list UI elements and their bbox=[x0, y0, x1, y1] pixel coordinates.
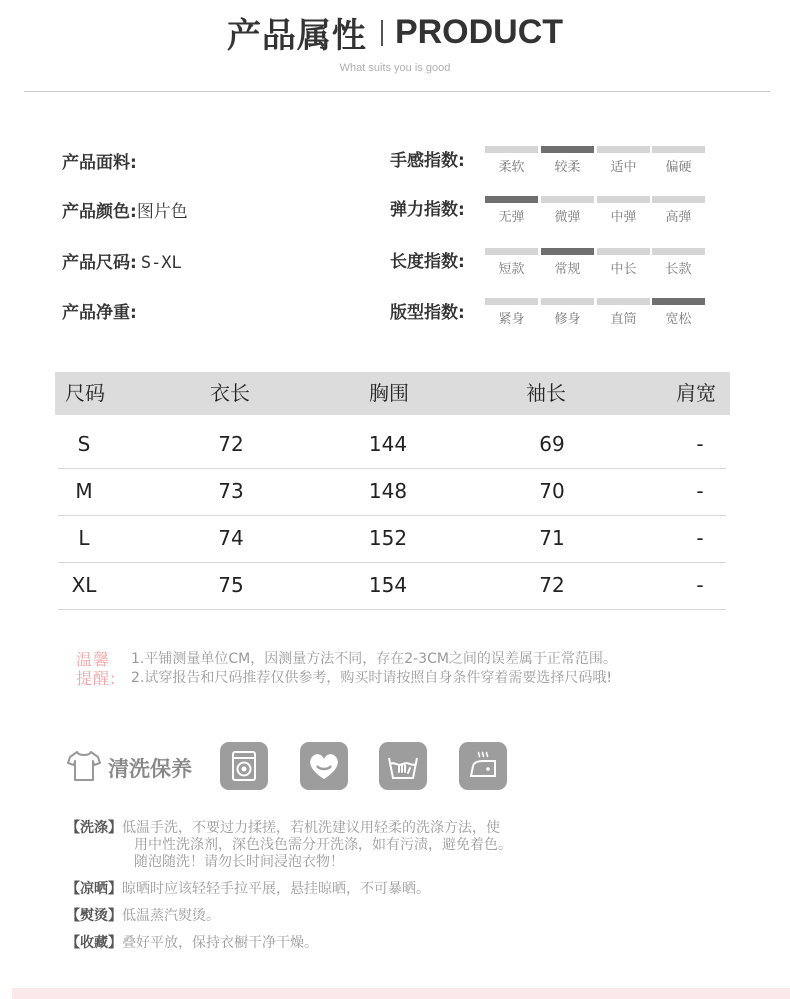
attr-value: S-XL bbox=[140, 253, 182, 273]
attr-size bbox=[62, 248, 182, 273]
index-option-label: 较柔 bbox=[554, 160, 581, 175]
index-option-label: 直筒 bbox=[610, 312, 637, 327]
care-wash bbox=[66, 819, 500, 837]
index-option-label: 长款 bbox=[665, 262, 692, 277]
table-cell: XL bbox=[71, 573, 97, 597]
index-segment bbox=[652, 248, 705, 277]
iron-icon bbox=[459, 742, 507, 790]
title-en: PRODUCT bbox=[394, 13, 564, 51]
table-cell: - bbox=[696, 432, 704, 456]
index-label-feel: 手感指数: bbox=[390, 151, 465, 171]
column-header-sleeve: 袖长 bbox=[526, 381, 566, 405]
care-store-text: 叠好平放，保持衣橱干净干燥。 bbox=[122, 935, 318, 951]
index-segment bbox=[652, 298, 705, 327]
column-header-size: 尺码 bbox=[65, 381, 105, 405]
table-cell: 74 bbox=[218, 526, 244, 550]
care-dry-text: 晾晒时应该轻轻手拉平展，悬挂晾晒，不可暴晒。 bbox=[122, 881, 430, 897]
column-header-chest: 胸围 bbox=[369, 381, 409, 405]
attr-color bbox=[62, 197, 188, 222]
page-title bbox=[0, 8, 790, 57]
index-segment bbox=[541, 146, 594, 175]
index-segment bbox=[485, 146, 538, 175]
index-segment bbox=[541, 298, 594, 327]
index-option-label: 常规 bbox=[554, 262, 581, 277]
care-tag-store: 【收藏】 bbox=[66, 935, 122, 951]
column-header-length: 衣长 bbox=[210, 381, 250, 405]
care-dry bbox=[66, 880, 430, 898]
care-tag-dry: 【凉晒】 bbox=[66, 881, 122, 897]
hand-wash-icon bbox=[379, 742, 427, 790]
index-segment bbox=[485, 248, 538, 277]
table-cell: - bbox=[696, 526, 704, 550]
index-label-fit: 版型指数: bbox=[390, 303, 465, 323]
title-cn: 产品属性 bbox=[226, 16, 367, 56]
tip-line-2: 2.试穿报告和尺码推荐仅供参考，购买时请按照自身条件穿着需要选择尺码哦! bbox=[131, 670, 612, 686]
table-cell: 144 bbox=[368, 432, 408, 456]
index-option-label: 修身 bbox=[554, 312, 581, 327]
index-label-length: 长度指数: bbox=[390, 252, 465, 272]
index-option-label: 微弹 bbox=[554, 210, 581, 225]
index-option-label: 偏硬 bbox=[665, 160, 692, 175]
size-table-header bbox=[55, 372, 730, 415]
index-segment bbox=[485, 196, 538, 225]
index-option-label: 短款 bbox=[498, 262, 525, 277]
title-separator bbox=[381, 20, 383, 46]
tip-title-line1: 温馨 bbox=[76, 650, 111, 669]
index-scale-length bbox=[485, 248, 705, 278]
table-cell: 72 bbox=[539, 573, 565, 597]
table-cell: 73 bbox=[218, 479, 244, 503]
care-iron-text: 低温蒸汽熨烫。 bbox=[122, 908, 220, 924]
index-option-label: 适中 bbox=[610, 160, 637, 175]
tshirt-icon bbox=[66, 749, 102, 787]
care-wash-text: 低温手洗，不要过力揉搓，若机洗建议用轻柔的洗涤方法，使 bbox=[122, 820, 500, 836]
index-option-label: 宽松 bbox=[665, 312, 692, 327]
attr-value: 图片色 bbox=[136, 202, 188, 222]
index-option-label: 紧身 bbox=[498, 312, 525, 327]
care-wash-text-2: 用中性洗涤剂，深色浅色需分开洗涤，如有污渍，避免着色。 bbox=[134, 837, 512, 853]
table-cell: 71 bbox=[539, 526, 565, 550]
care-title: 清洗保养 bbox=[108, 757, 192, 781]
index-segment bbox=[597, 146, 650, 175]
bottom-band bbox=[12, 988, 790, 999]
tip-title-line2: 提醒: bbox=[76, 669, 117, 688]
table-row bbox=[58, 468, 726, 516]
care-wash-text-3: 随泡随洗！请勿长时间浸泡衣物！ bbox=[134, 854, 344, 870]
table-cell: 148 bbox=[368, 479, 408, 503]
table-cell: 152 bbox=[368, 526, 408, 550]
table-cell: 75 bbox=[218, 573, 244, 597]
table-cell: - bbox=[696, 479, 704, 503]
attr-label: 产品面料: bbox=[62, 153, 137, 173]
index-label-elasticity: 弹力指数: bbox=[390, 200, 465, 220]
subtitle: What suits you is good bbox=[339, 62, 451, 74]
attr-weight bbox=[62, 298, 137, 323]
index-segment bbox=[597, 196, 650, 225]
index-segment bbox=[485, 298, 538, 327]
care-iron bbox=[66, 907, 220, 925]
index-scale-fit bbox=[485, 298, 705, 328]
attr-label: 产品颜色: bbox=[62, 202, 137, 222]
index-option-label: 高弹 bbox=[665, 210, 692, 225]
care-heading bbox=[66, 748, 192, 788]
table-cell: 154 bbox=[368, 573, 408, 597]
tip-line-1: 1.平铺测量单位CM，因测量方法不同，存在2-3CM之间的误差属于正常范围。 bbox=[131, 651, 617, 667]
heart-hand-icon bbox=[300, 742, 348, 790]
table-cell: S bbox=[77, 432, 91, 456]
index-segment bbox=[541, 196, 594, 225]
care-tag-iron: 【熨烫】 bbox=[66, 908, 122, 924]
care-tag-wash: 【洗涤】 bbox=[66, 820, 122, 836]
index-segment bbox=[652, 146, 705, 175]
table-row bbox=[58, 562, 726, 610]
table-cell: - bbox=[696, 573, 704, 597]
table-cell: 72 bbox=[218, 432, 244, 456]
table-row bbox=[58, 515, 726, 563]
attr-label: 产品尺码: bbox=[62, 253, 137, 273]
index-scale-feel bbox=[485, 146, 705, 176]
attr-label: 产品净重: bbox=[62, 303, 137, 323]
index-option-label: 中长 bbox=[610, 262, 637, 277]
index-segment bbox=[597, 248, 650, 277]
index-segment bbox=[597, 298, 650, 327]
index-option-label: 中弹 bbox=[610, 210, 637, 225]
index-segment bbox=[652, 196, 705, 225]
index-option-label: 无弹 bbox=[498, 210, 525, 225]
washing-machine-icon bbox=[220, 742, 268, 790]
column-header-shoulder: 肩宽 bbox=[676, 381, 716, 405]
care-store bbox=[66, 934, 318, 952]
attr-fabric bbox=[62, 148, 137, 173]
index-option-label: 柔软 bbox=[498, 160, 525, 175]
table-cell: 69 bbox=[539, 432, 565, 456]
index-segment bbox=[541, 248, 594, 277]
index-scale-elasticity bbox=[485, 196, 705, 226]
table-cell: 70 bbox=[539, 479, 565, 503]
table-row bbox=[58, 421, 726, 469]
table-cell: L bbox=[78, 526, 90, 550]
table-cell: M bbox=[75, 479, 93, 503]
header-divider bbox=[24, 91, 770, 92]
